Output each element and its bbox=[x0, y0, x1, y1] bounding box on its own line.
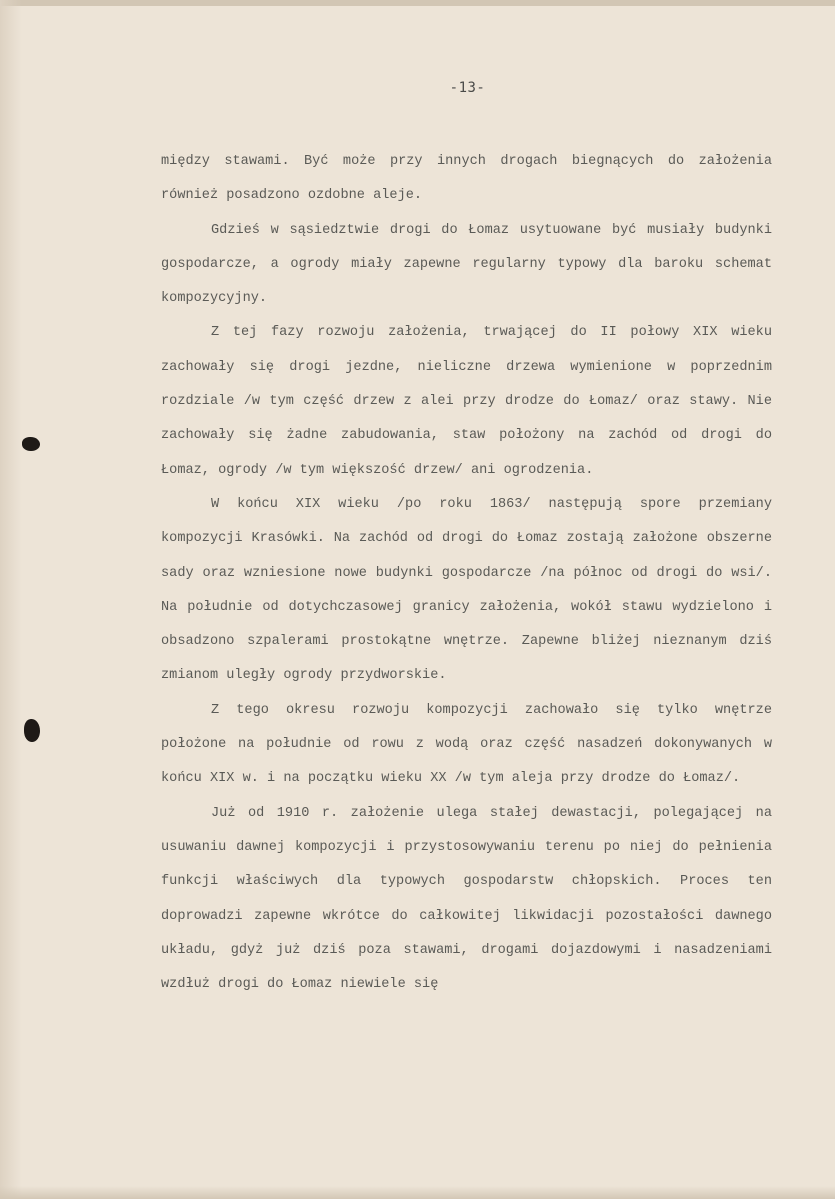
paragraph: Gdzieś w sąsiedztwie drogi do Łomaz usytuowane być musiały budynki gospodarcze, a ogrody miały zapewne regularny typowy dla baroku schemat kompozycyjny. bbox=[161, 222, 772, 307]
paragraph: Z tego okresu rozwoju kompozycji zachowało się tylko wnętrze położone na południe od rowu z wodą oraz część nasadzeń dokonywanych w końcu XIX w. i na początku wieku XX /w tym aleja przy drodze do Łomaz/. bbox=[161, 702, 772, 787]
binder-hole-lower bbox=[24, 719, 40, 742]
page-left-edge-shadow bbox=[0, 0, 22, 1199]
paragraph: Już od 1910 r. założenie ulega stałej dewastacji, polegającej na usuwaniu dawnej kompozycji i przystosowywaniu terenu po niej do pełnienia funkcji właściwych dla typowych gospodarstw chłopskich. Proces ten doprowadzi zapewne wkrótce do całkowitej likwidacji pozostałości dawnego układu, gdyż już dziś poza stawami, drogami dojazdowymi i nasadzeniami wzdłuż drogi do Łomaz niewiele się bbox=[161, 805, 772, 993]
paragraph-continuation: między stawami. Być może przy innych drogach biegnących do założenia również posadzono ozdobne aleje. bbox=[161, 154, 772, 204]
paragraph: Z tej fazy rozwoju założenia, trwającej do II połowy XIX wieku zachowały się drogi jezdne, nieliczne drzewa wymienione w poprzednim rozdziale /w tym część drzew z alei przy drodze do Łomaz/ oraz stawy. Nie zachowały się żadne zabudowania, staw położony na zachód od drogi do Łomaz, ogrody /w tym większość drzew/ ani ogrodzenia. bbox=[161, 325, 772, 478]
body-text bbox=[161, 145, 772, 1002]
page-number: -13- bbox=[449, 80, 486, 96]
paragraph: W końcu XIX wieku /po roku 1863/ następują spore przemiany kompozycji Krasówki. Na zachód od drogi do Łomaz zostają założone obszerne sady oraz wzniesione nowe budynki gospodarcze /na północ od drogi do wsi/. Na południe od dotychczasowej granicy założenia, wokół stawu wydzielono i obsadzono szpalerami prostokątne wnętrze. Zapewne bliżej nieznanym dziś zmianom uległy ogrody przydworskie. bbox=[161, 496, 772, 684]
page-bottom-edge bbox=[0, 1186, 835, 1199]
page-top-edge bbox=[0, 0, 835, 6]
binder-hole-upper bbox=[22, 437, 40, 451]
